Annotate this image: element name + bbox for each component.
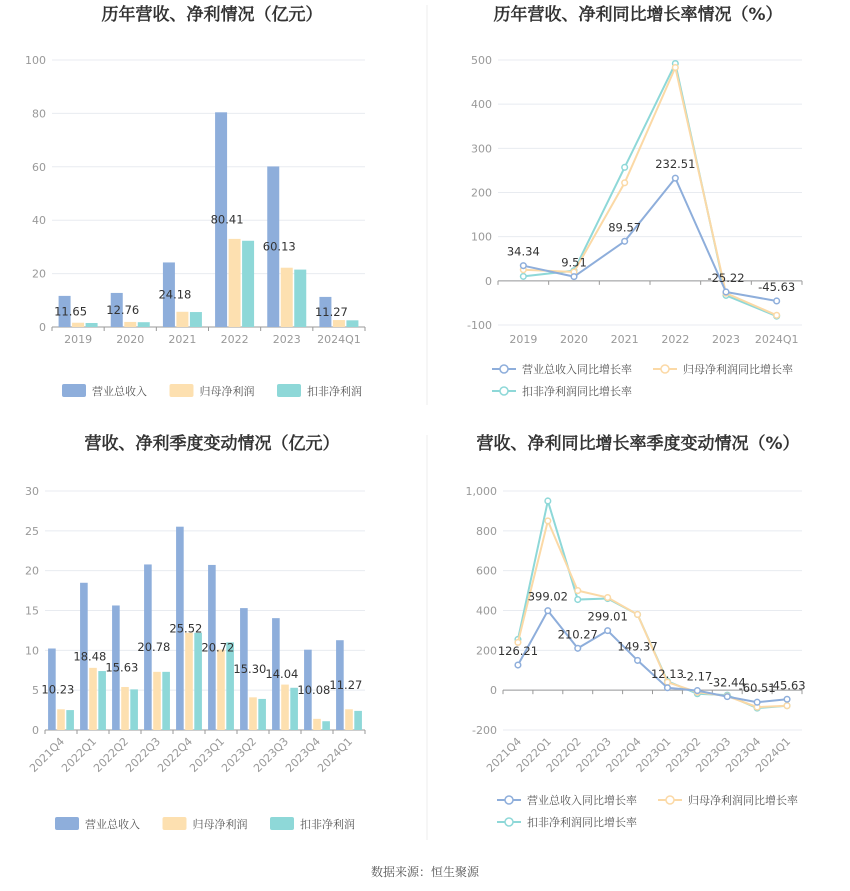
legend-marker [661, 365, 669, 373]
bar-deducted-profit [130, 689, 138, 730]
legend-swatch [163, 817, 187, 830]
x-tick-label: 2024Q1 [754, 333, 799, 346]
series-point [724, 694, 730, 700]
y-tick-label: -200 [472, 724, 497, 737]
x-tick-label: 2022Q4 [603, 734, 644, 775]
data-label: 20.78 [137, 640, 171, 655]
series-point [521, 274, 527, 280]
x-tick-label: 2023Q1 [187, 734, 228, 775]
data-label: -60.51 [738, 681, 776, 696]
series-point [545, 498, 551, 504]
bar-deducted-profit [138, 322, 150, 327]
legend-label: 归母净利润 [192, 818, 248, 831]
bar-net-profit [72, 323, 84, 327]
y-tick-label: 30 [25, 485, 39, 498]
data-label: 149.37 [617, 639, 658, 654]
data-label: -45.63 [768, 678, 806, 693]
bar-net-profit [57, 709, 65, 730]
x-tick-label: 2023Q3 [251, 734, 292, 775]
bar-net-profit [313, 719, 321, 730]
y-tick-label: 80 [32, 107, 46, 121]
series-point [622, 165, 628, 171]
data-label: 15.63 [105, 660, 139, 675]
bar-deducted-profit [162, 672, 170, 730]
x-tick-label: 2023Q4 [723, 734, 764, 775]
data-label: 24.18 [158, 287, 192, 302]
chart-title: 历年营收、净利同比增长率情况（%） [493, 5, 783, 25]
x-tick-label: 2023 [272, 333, 301, 346]
legend-marker [500, 365, 508, 373]
series-point [665, 685, 671, 691]
bar-deducted-profit [346, 320, 358, 327]
series-point [605, 595, 611, 601]
series-point [622, 180, 628, 186]
x-tick-label: 2021 [168, 333, 197, 346]
series-point [515, 662, 521, 668]
y-tick-label: 0 [485, 274, 492, 288]
legend-marker [505, 818, 513, 826]
bar-deducted-profit [294, 270, 306, 327]
x-tick-label: 2020 [116, 333, 145, 346]
data-label: 80.41 [210, 212, 244, 227]
x-tick-label: 2023Q1 [633, 734, 674, 775]
bar-deducted-profit [242, 241, 254, 327]
y-tick-label: -100 [467, 319, 492, 332]
bar-net-profit [176, 312, 188, 327]
bar-net-profit [249, 697, 257, 730]
data-label: 12.13 [650, 666, 684, 681]
data-label: 12.76 [106, 302, 140, 317]
x-tick-label: 2019 [64, 333, 93, 346]
y-tick-label: 800 [476, 524, 497, 538]
y-tick-label: 1,000 [465, 485, 497, 498]
data-source: 数据来源：恒生聚源 [370, 865, 480, 879]
y-tick-label: 0 [39, 321, 46, 334]
y-tick-label: 0 [32, 724, 39, 737]
bar-deducted-profit [258, 699, 266, 730]
chart-title: 营收、净利季度变动情况（亿元） [84, 434, 340, 454]
series-point [545, 608, 551, 614]
series-point [635, 658, 641, 664]
y-tick-label: 5 [32, 684, 39, 698]
legend-label: 归母净利润 [199, 385, 255, 398]
y-tick-label: 300 [471, 142, 492, 156]
bar-net-profit [185, 633, 193, 730]
data-label: -32.44 [708, 675, 746, 690]
x-tick-label: 2022Q1 [59, 734, 100, 775]
bar-net-profit [281, 685, 289, 730]
bar-deducted-profit [354, 711, 362, 730]
legend-label: 营业总收入同比增长率 [522, 363, 632, 376]
x-tick-label: 2021 [610, 333, 639, 346]
legend-label: 扣非净利润同比增长率 [522, 385, 632, 398]
legend-label: 归母净利润同比增长率 [683, 363, 793, 376]
data-label: 20.72 [201, 640, 235, 655]
x-tick-label: 2021Q4 [484, 734, 525, 775]
x-tick-label: 2024Q1 [317, 333, 361, 346]
y-tick-label: 60 [32, 160, 46, 174]
bar-deducted-profit [66, 710, 74, 730]
bar-deducted-profit [226, 642, 234, 730]
x-tick-label: 2022Q2 [543, 734, 584, 775]
series-point [723, 289, 729, 295]
y-tick-label: 600 [476, 564, 497, 578]
data-label: 10.23 [41, 682, 75, 697]
legend-label: 扣非净利润 [307, 385, 362, 398]
y-tick-label: 400 [471, 98, 492, 112]
x-tick-label: 2022 [661, 333, 690, 346]
data-label: 210.27 [557, 627, 598, 642]
data-label: 11.65 [54, 304, 88, 319]
x-tick-label: 2022Q4 [155, 734, 196, 775]
legend-label: 扣非净利润同比增长率 [527, 816, 637, 829]
data-label: 18.48 [73, 649, 107, 664]
series-point [774, 298, 780, 304]
series-point [673, 65, 679, 71]
series-point [575, 597, 581, 603]
x-tick-label: 2022 [220, 333, 249, 346]
legend-marker [500, 387, 508, 395]
y-tick-label: 15 [25, 604, 39, 618]
data-label: 15.30 [233, 662, 267, 677]
data-label: 11.27 [314, 304, 348, 319]
series-point [784, 703, 790, 709]
legend-swatch [270, 817, 294, 830]
bar-deducted-profit [322, 721, 330, 730]
y-tick-label: 20 [25, 564, 39, 578]
y-tick-label: 20 [32, 267, 46, 281]
data-label: 232.51 [655, 157, 696, 172]
bar-net-profit [333, 320, 345, 327]
x-tick-label: 2022Q3 [123, 734, 164, 775]
bar-net-profit [345, 709, 353, 730]
x-tick-label: 2023Q4 [283, 734, 324, 775]
bar-deducted-profit [190, 312, 202, 327]
series-point [605, 628, 611, 634]
series-point [754, 699, 760, 705]
legend-label: 扣非净利润 [300, 818, 355, 831]
x-tick-label: 2023Q2 [219, 734, 260, 775]
y-tick-label: 40 [32, 214, 46, 228]
legend-marker [505, 796, 513, 804]
x-tick-label: 2024Q1 [753, 734, 794, 775]
x-tick-label: 2023Q2 [663, 734, 704, 775]
x-tick-label: 2023Q3 [693, 734, 734, 775]
data-label: -25.22 [707, 270, 745, 285]
x-tick-label: 2021Q4 [27, 734, 68, 775]
bar-deducted-profit [98, 671, 106, 730]
data-label: 126.21 [497, 644, 539, 659]
legend-label: 营业总收入 [92, 385, 147, 398]
data-label: 9.51 [561, 255, 587, 270]
data-label: -2.17 [682, 669, 713, 684]
legend-swatch [55, 817, 79, 830]
bar-net-profit [153, 672, 161, 730]
series-point [695, 688, 701, 694]
bar-net-profit [281, 268, 293, 327]
legend-swatch [170, 384, 194, 397]
y-tick-label: 200 [476, 644, 497, 658]
data-label: 10.08 [297, 682, 331, 697]
data-label: 399.02 [527, 589, 568, 604]
bar-deducted-profit [86, 323, 98, 327]
y-tick-label: 100 [25, 54, 46, 67]
legend-label: 营业总收入同比增长率 [527, 794, 637, 807]
y-tick-label: 200 [471, 186, 492, 200]
x-tick-label: 2023 [712, 333, 740, 346]
legend-marker [666, 796, 674, 804]
legend-label: 归母净利润同比增长率 [688, 794, 798, 807]
data-label: 34.34 [506, 244, 540, 259]
bar-net-profit [217, 650, 225, 730]
series-point [622, 238, 628, 244]
x-tick-label: 2022Q1 [513, 734, 554, 775]
series-point [521, 263, 527, 269]
series-point [635, 612, 641, 618]
series-point [545, 518, 551, 524]
series-point [673, 175, 679, 181]
legend-swatch [277, 384, 301, 397]
bar-net-profit [89, 668, 97, 730]
x-tick-label: 2019 [509, 333, 538, 346]
bar-net-profit [124, 322, 136, 327]
data-label: 11.27 [329, 678, 363, 693]
x-tick-label: 2024Q1 [315, 734, 356, 775]
x-tick-label: 2022Q3 [573, 734, 614, 775]
chart-title: 营收、净利同比增长率季度变动情况（%） [476, 434, 800, 454]
data-label: -45.63 [758, 279, 796, 294]
x-tick-label: 2020 [560, 333, 588, 346]
data-label: 299.01 [587, 609, 628, 624]
y-tick-label: 500 [471, 54, 492, 67]
x-tick-label: 2022Q2 [91, 734, 132, 775]
y-tick-label: 400 [476, 604, 497, 618]
chart-title: 历年营收、净利情况（亿元） [101, 5, 323, 25]
series-point [774, 312, 780, 318]
y-tick-label: 10 [25, 644, 39, 658]
series-point [571, 274, 577, 280]
series-point [784, 696, 790, 702]
data-label: 25.52 [169, 621, 203, 636]
data-label: 60.13 [262, 239, 296, 254]
y-tick-label: 100 [471, 230, 492, 244]
legend-swatch [62, 384, 86, 397]
series-point [575, 588, 581, 594]
data-label: 89.57 [608, 220, 642, 235]
series-point [575, 645, 581, 651]
bar-net-profit [229, 239, 241, 327]
bar-net-profit [121, 687, 129, 730]
y-tick-label: 25 [25, 524, 39, 538]
y-tick-label: 0 [490, 684, 497, 698]
data-label: 14.04 [265, 667, 299, 682]
legend-label: 营业总收入 [85, 818, 140, 831]
